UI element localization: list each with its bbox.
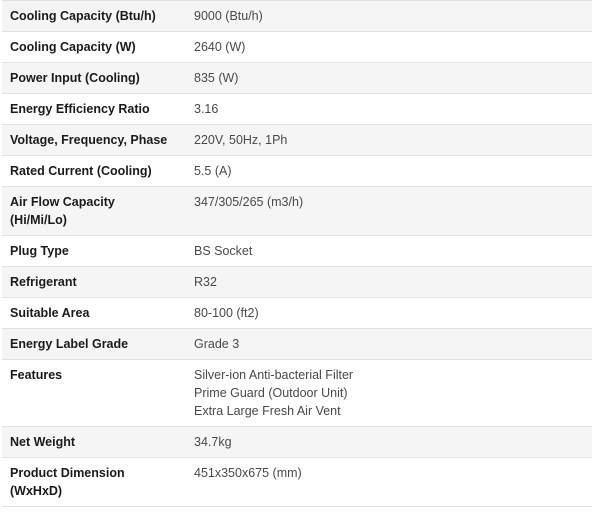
spec-row [2, 236, 592, 267]
spec-row [2, 329, 592, 360]
spec-value-line: Extra Large Fresh Air Vent [194, 404, 341, 418]
spec-row [2, 63, 592, 94]
spec-value [178, 94, 592, 125]
spec-value [178, 298, 592, 329]
spec-value-line: BS Socket [194, 244, 253, 258]
spec-value-line: 5.5 (A) [194, 164, 232, 178]
spec-value-line: 3.16 [194, 102, 219, 116]
spec-value-line: 220V, 50Hz, 1Ph [194, 133, 288, 147]
spec-label: Refrigerant [2, 267, 178, 298]
spec-value-line: 9000 (Btu/h) [194, 9, 263, 23]
spec-value-line: 34.7kg [194, 435, 232, 449]
spec-label: Rated Current (Cooling) [2, 156, 178, 187]
spec-label: Air Flow Capacity (Hi/Mi/Lo) [2, 187, 178, 236]
spec-value [178, 32, 592, 63]
spec-value [178, 156, 592, 187]
spec-row [2, 298, 592, 329]
spec-label: Energy Label Grade [2, 329, 178, 360]
spec-row [2, 32, 592, 63]
spec-row [2, 125, 592, 156]
spec-row [2, 1, 592, 32]
spec-value-line: 835 (W) [194, 71, 239, 85]
spec-row [2, 94, 592, 125]
spec-value-line: 80-100 (ft2) [194, 306, 259, 320]
spec-label: Features [2, 360, 178, 427]
spec-value [178, 187, 592, 236]
spec-row [2, 187, 592, 236]
spec-label: Product Dimension (WxHxD) [2, 458, 178, 507]
spec-value-line: R32 [194, 275, 217, 289]
spec-label: Voltage, Frequency, Phase [2, 125, 178, 156]
spec-value [178, 125, 592, 156]
spec-value-line: 2640 (W) [194, 40, 246, 54]
spec-value [178, 63, 592, 94]
spec-value [178, 360, 592, 427]
spec-value [178, 329, 592, 360]
spec-row [2, 360, 592, 427]
specification-table [2, 0, 592, 507]
spec-label: Cooling Capacity (W) [2, 32, 178, 63]
spec-label: Energy Efficiency Ratio [2, 94, 178, 125]
spec-value [178, 1, 592, 32]
spec-label: Plug Type [2, 236, 178, 267]
spec-value-line: 347/305/265 (m3/h) [194, 195, 304, 209]
spec-row [2, 267, 592, 298]
spec-value-line: Grade 3 [194, 337, 240, 351]
spec-row [2, 156, 592, 187]
spec-value-line: 451x350x675 (mm) [194, 466, 302, 480]
spec-value-line: Prime Guard (Outdoor Unit) [194, 386, 348, 400]
spec-value-line: Silver-ion Anti-bacterial Filter [194, 368, 354, 382]
spec-label: Cooling Capacity (Btu/h) [2, 1, 178, 32]
spec-label: Suitable Area [2, 298, 178, 329]
specification-table-body [2, 1, 592, 507]
spec-value [178, 267, 592, 298]
spec-value [178, 236, 592, 267]
spec-value [178, 458, 592, 507]
spec-value [178, 427, 592, 458]
spec-row [2, 458, 592, 507]
spec-row [2, 427, 592, 458]
spec-label: Power Input (Cooling) [2, 63, 178, 94]
spec-label: Net Weight [2, 427, 178, 458]
